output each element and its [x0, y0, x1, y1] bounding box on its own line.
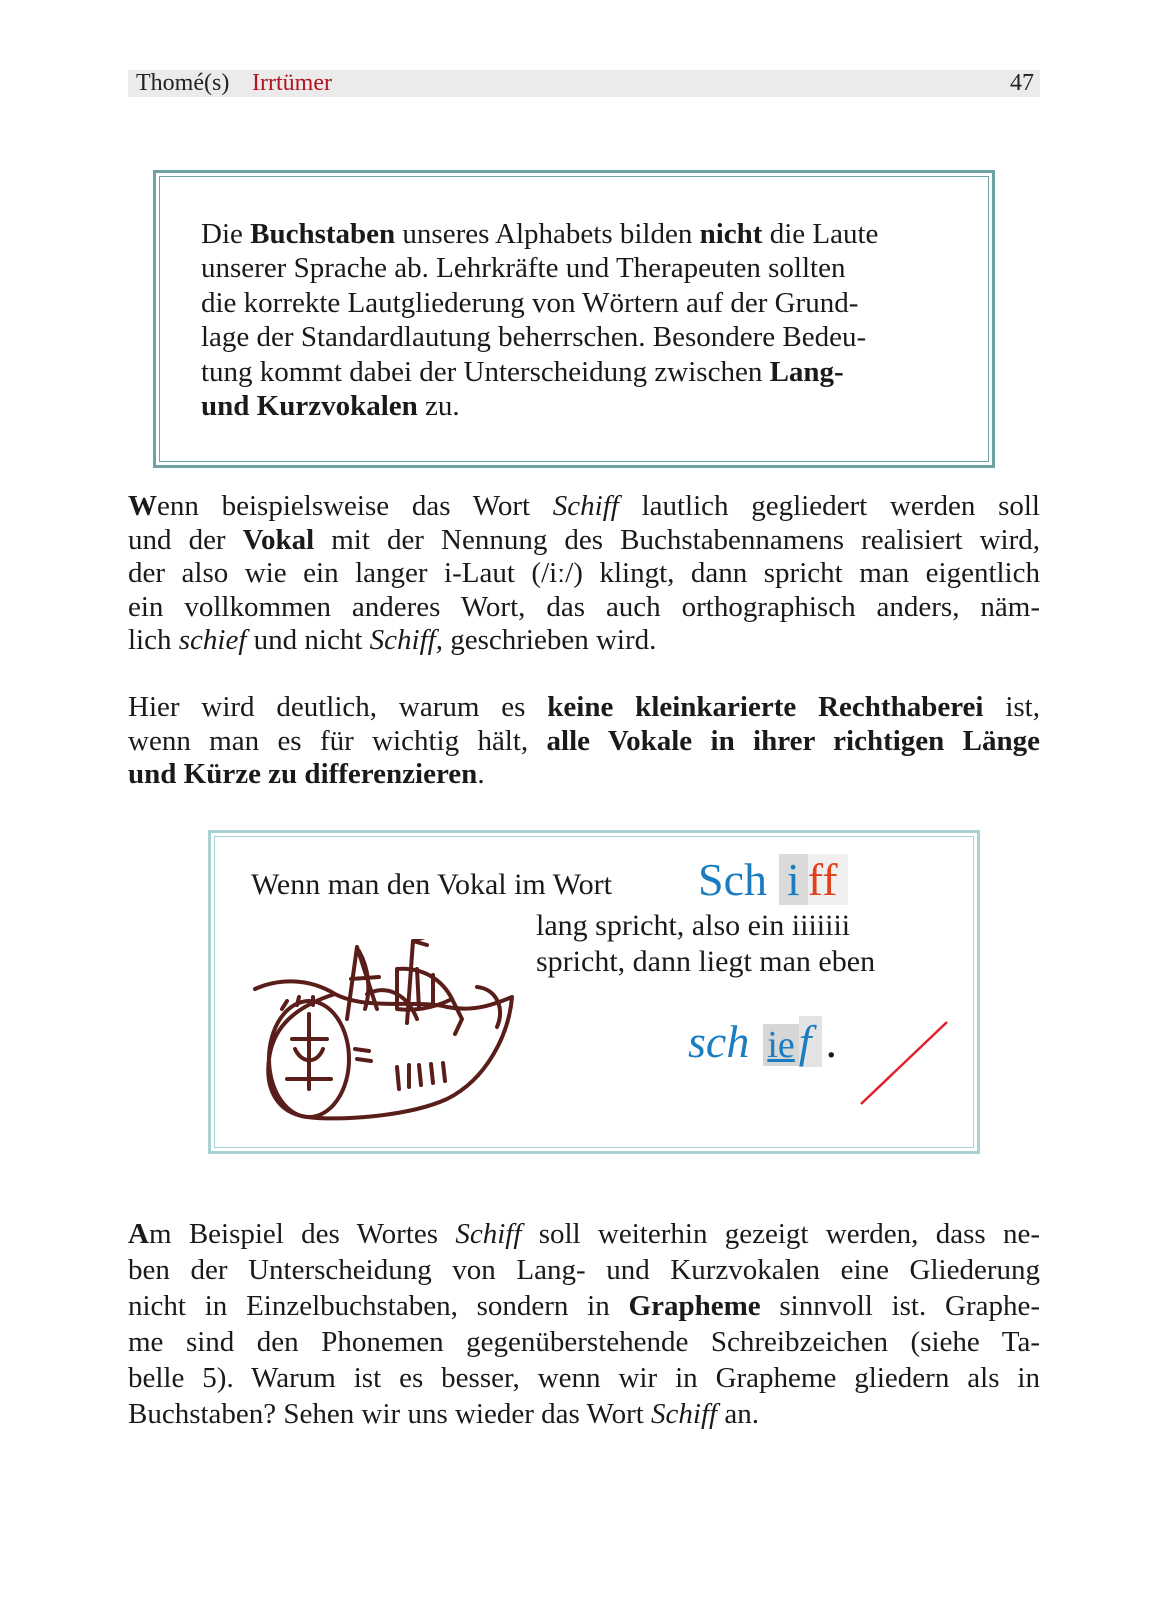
text-run: tung kommt dabei der Unterscheidung zwischen: [201, 355, 770, 388]
text-line: [128, 490, 1040, 524]
text-run: die korrekte Lautgliederung von Wörtern auf der Grund-: [201, 286, 859, 319]
text-line: [128, 758, 1040, 792]
text-line: [128, 524, 1040, 558]
italic-run: Schiff: [455, 1218, 522, 1250]
text-run: ist,: [983, 691, 1040, 723]
text-line: [128, 591, 1040, 625]
bold-run: alle Vokale in ihrer richtigen Länge: [546, 724, 1040, 757]
italic-run: schief: [178, 624, 247, 657]
text-line: [128, 1324, 1040, 1360]
illustration-text-line-1: Wenn man den Vokal im Wort: [251, 868, 612, 901]
text-line: [128, 725, 1040, 759]
bold-run: Vokal: [242, 523, 315, 556]
text-run: lautlich gegliedert werden soll: [618, 490, 1040, 522]
text-run: lich: [128, 624, 179, 657]
page-number: 47: [1010, 70, 1034, 96]
italic-run: Schiff: [552, 490, 619, 522]
word-schiff: [698, 853, 848, 906]
text-line: [128, 1360, 1040, 1396]
red-strike-line: [857, 1018, 957, 1108]
bold-run: W: [128, 490, 157, 522]
paragraph-differentiation: [128, 691, 1040, 792]
italic-run: Schiff,: [369, 624, 443, 657]
text-line: [128, 557, 1040, 591]
bold-run: nicht: [699, 218, 763, 250]
text-line: [128, 624, 1040, 658]
text-run: an.: [717, 1398, 759, 1430]
bold-run: und Kürze zu differenzieren: [128, 758, 478, 791]
bold-run: keine kleinkarierte Rechthaberei: [547, 691, 984, 723]
text-line: [201, 217, 971, 251]
schiff-ff-grapheme: ff: [808, 854, 848, 905]
text-run: lage der Standardlautung beherrschen. Besondere Bedeu-: [201, 321, 867, 354]
text-line: [201, 320, 971, 354]
running-header: [128, 70, 1040, 97]
text-run: m Beispiel des Wortes: [148, 1218, 456, 1250]
schief-period: .: [825, 1016, 838, 1067]
bold-run: Buchstaben: [250, 218, 396, 250]
schief-sch: sch: [688, 1016, 750, 1067]
text-run: me sind den Phonemen gegenüberstehende Schreibzeichen (siehe Ta-: [128, 1326, 1040, 1358]
text-run: unserer Sprache ab. Lehrkräfte und Therapeuten sollten: [201, 252, 846, 285]
schiff-sch: Sch: [698, 854, 767, 905]
text-run: .: [477, 758, 485, 791]
text-run: die Laute: [762, 218, 879, 250]
bold-run: und Kurzvokalen: [201, 390, 418, 423]
text-run: ein vollkommen anderes Wort, das auch orthographisch anders, näm-: [128, 590, 1040, 623]
text-run: zu.: [417, 390, 460, 423]
text-run: Hier wird deutlich, warum es: [128, 691, 548, 723]
header-title: Irrtümer: [252, 70, 332, 96]
text-line: [128, 1396, 1040, 1432]
text-line: [201, 389, 971, 423]
text-run: Die: [201, 218, 251, 250]
key-statement-box: [153, 170, 995, 468]
text-line: [128, 691, 1040, 725]
text-run: und der: [128, 523, 243, 556]
text-run: nicht in Einzelbuchstaben, sondern in: [128, 1290, 629, 1322]
illustration-text-line-2: lang spricht, also ein iiiiiii: [536, 909, 851, 942]
text-line: [201, 286, 971, 320]
text-run: der also wie ein langer i-Laut (/iː/) klingt, dann spricht man eigentlich: [128, 557, 1040, 590]
text-run: unseres Alphabets bilden: [395, 218, 700, 250]
text-run: mit der Nennung des Buchstabennamens realisiert wird,: [314, 523, 1040, 556]
schief-f-grapheme: f: [799, 1016, 822, 1067]
text-run: wenn man es für wichtig hält,: [128, 724, 547, 757]
word-schief: [688, 1015, 837, 1068]
schiff-i-grapheme: i: [779, 854, 808, 905]
text-line: [128, 1216, 1040, 1252]
text-run: Buchstaben? Sehen wir uns wieder das Wort: [128, 1398, 652, 1430]
text-run: und nicht: [246, 624, 370, 657]
text-line: [201, 251, 971, 285]
bold-run: Lang-: [769, 355, 844, 388]
schief-ie-grapheme: ie: [763, 1024, 798, 1066]
text-line: [201, 355, 971, 389]
text-line: [128, 1288, 1040, 1324]
text-run: sinnvoll ist. Graphe-: [760, 1290, 1041, 1322]
text-run: ben der Unterscheidung von Lang- und Kurzvokalen eine Gliederung: [128, 1254, 1040, 1286]
illustration-text-line-3: spricht, dann liegt man eben: [536, 945, 876, 978]
paragraph-schiff-example: [128, 490, 1040, 658]
text-run: enn beispielsweise das Wort: [157, 490, 553, 522]
paragraph-grapheme: [128, 1216, 1040, 1432]
text-run: soll weiterhin gezeigt werden, dass ne-: [521, 1218, 1040, 1250]
illustration-box: [208, 830, 980, 1154]
text-run: geschrieben wird.: [442, 624, 657, 657]
bold-run: Grapheme: [628, 1290, 761, 1322]
ship-drawing-icon: [247, 939, 519, 1129]
text-run: belle 5). Warum ist es besser, wenn wir in Grapheme gliedern als in: [128, 1362, 1040, 1394]
text-line: [128, 1252, 1040, 1288]
header-author: Thomé(s): [136, 70, 230, 96]
italic-run: Schiff: [651, 1398, 718, 1430]
key-statement-text: [201, 217, 971, 423]
bold-run: A: [128, 1218, 149, 1250]
